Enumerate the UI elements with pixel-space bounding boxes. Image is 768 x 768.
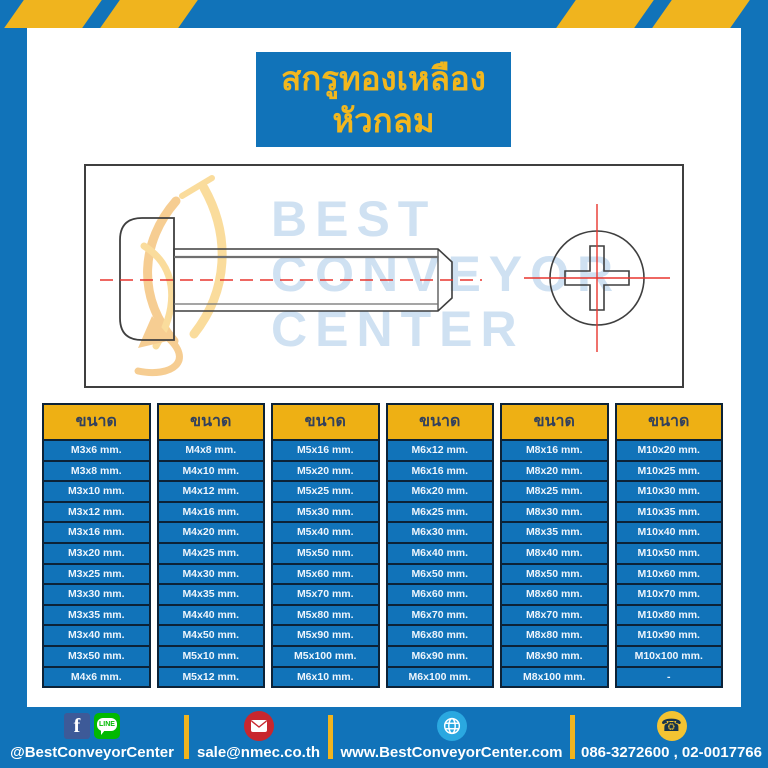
size-table-header: ขนาด xyxy=(615,403,724,441)
size-cell: M5x25 mm. xyxy=(271,480,380,503)
size-cell: M8x16 mm. xyxy=(500,439,609,462)
size-table xyxy=(500,403,609,688)
footer-phone xyxy=(575,707,768,768)
size-cell: M3x40 mm. xyxy=(42,624,151,647)
size-cell: M4x10 mm. xyxy=(157,460,266,483)
size-cell: M3x12 mm. xyxy=(42,501,151,524)
footer-website xyxy=(333,707,570,768)
hazard-stripe xyxy=(553,0,656,28)
website-text[interactable]: www.BestConveyorCenter.com xyxy=(340,744,563,761)
watermark-text: BEST CONVEYOR CENTER xyxy=(271,191,622,357)
size-cell: M6x100 mm. xyxy=(386,666,495,689)
size-table xyxy=(615,403,724,688)
size-cell: M3x20 mm. xyxy=(42,542,151,565)
size-cell: M5x30 mm. xyxy=(271,501,380,524)
size-table-header: ขนาด xyxy=(500,403,609,441)
size-cell: M8x40 mm. xyxy=(500,542,609,565)
size-cell: M6x12 mm. xyxy=(386,439,495,462)
size-cell: M3x25 mm. xyxy=(42,563,151,586)
technical-drawing xyxy=(84,164,684,388)
size-cell: M10x80 mm. xyxy=(615,604,724,627)
size-table xyxy=(157,403,266,688)
facebook-icon[interactable]: f xyxy=(64,713,90,739)
size-table xyxy=(271,403,380,688)
mail-icon[interactable] xyxy=(244,711,274,741)
size-cell: M6x60 mm. xyxy=(386,583,495,606)
size-cell: M8x30 mm. xyxy=(500,501,609,524)
size-cell: - xyxy=(615,666,724,689)
screw-drawing xyxy=(86,166,684,388)
phone-text[interactable]: 086-3272600 , 02-0017766 xyxy=(581,744,762,761)
size-cell: M8x25 mm. xyxy=(500,480,609,503)
size-cell: M10x60 mm. xyxy=(615,563,724,586)
size-table-header: ขนาด xyxy=(42,403,151,441)
size-cell: M3x50 mm. xyxy=(42,645,151,668)
size-cell: M8x35 mm. xyxy=(500,521,609,544)
size-cell: M5x50 mm. xyxy=(271,542,380,565)
size-cell: M10x50 mm. xyxy=(615,542,724,565)
footer-bar xyxy=(0,707,768,768)
hazard-stripe xyxy=(649,0,752,28)
globe-icon[interactable] xyxy=(437,711,467,741)
size-cell: M5x12 mm. xyxy=(157,666,266,689)
size-cell: M10x30 mm. xyxy=(615,480,724,503)
size-tables xyxy=(42,403,723,688)
phone-icon[interactable]: ☎ xyxy=(657,711,687,741)
product-title xyxy=(256,52,511,147)
size-cell: M3x8 mm. xyxy=(42,460,151,483)
size-cell: M8x80 mm. xyxy=(500,624,609,647)
footer-email xyxy=(189,707,328,768)
size-cell: M6x20 mm. xyxy=(386,480,495,503)
size-cell: M4x6 mm. xyxy=(42,666,151,689)
size-cell: M4x20 mm. xyxy=(157,521,266,544)
size-cell: M10x25 mm. xyxy=(615,460,724,483)
size-cell: M6x70 mm. xyxy=(386,604,495,627)
size-cell: M5x20 mm. xyxy=(271,460,380,483)
size-cell: M4x30 mm. xyxy=(157,563,266,586)
footer-social xyxy=(0,707,184,768)
hazard-stripe xyxy=(97,0,200,28)
size-cell: M8x70 mm. xyxy=(500,604,609,627)
size-cell: M5x10 mm. xyxy=(157,645,266,668)
size-cell: M5x60 mm. xyxy=(271,563,380,586)
size-cell: M3x16 mm. xyxy=(42,521,151,544)
hazard-stripe xyxy=(1,0,104,28)
size-cell: M8x20 mm. xyxy=(500,460,609,483)
size-cell: M8x100 mm. xyxy=(500,666,609,689)
size-cell: M4x50 mm. xyxy=(157,624,266,647)
size-cell: M6x90 mm. xyxy=(386,645,495,668)
size-table-header: ขนาด xyxy=(271,403,380,441)
product-title-line1: สกรูทองเหลือง xyxy=(281,59,486,97)
size-cell: M10x20 mm. xyxy=(615,439,724,462)
size-cell: M10x35 mm. xyxy=(615,501,724,524)
size-cell: M10x40 mm. xyxy=(615,521,724,544)
size-cell: M5x40 mm. xyxy=(271,521,380,544)
line-icon[interactable]: LINE xyxy=(94,713,120,739)
size-table xyxy=(386,403,495,688)
size-cell: M8x50 mm. xyxy=(500,563,609,586)
size-cell: M3x6 mm. xyxy=(42,439,151,462)
size-cell: M6x80 mm. xyxy=(386,624,495,647)
size-cell: M8x90 mm. xyxy=(500,645,609,668)
size-cell: M4x40 mm. xyxy=(157,604,266,627)
size-cell: M3x30 mm. xyxy=(42,583,151,606)
size-cell: M6x25 mm. xyxy=(386,501,495,524)
size-cell: M10x70 mm. xyxy=(615,583,724,606)
email-text[interactable]: sale@nmec.co.th xyxy=(196,744,320,761)
size-cell: M4x16 mm. xyxy=(157,501,266,524)
size-table-header: ขนาด xyxy=(386,403,495,441)
size-cell: M6x16 mm. xyxy=(386,460,495,483)
size-cell: M6x30 mm. xyxy=(386,521,495,544)
size-cell: M5x80 mm. xyxy=(271,604,380,627)
size-cell: M4x25 mm. xyxy=(157,542,266,565)
screw-head-outline xyxy=(120,218,174,340)
size-cell: M6x10 mm. xyxy=(271,666,380,689)
size-cell: M5x16 mm. xyxy=(271,439,380,462)
size-cell: M3x35 mm. xyxy=(42,604,151,627)
size-cell: M3x10 mm. xyxy=(42,480,151,503)
size-table xyxy=(42,403,151,688)
size-cell: M8x60 mm. xyxy=(500,583,609,606)
size-cell: M5x90 mm. xyxy=(271,624,380,647)
size-cell: M10x100 mm. xyxy=(615,645,724,668)
social-handle[interactable]: @BestConveyorCenter xyxy=(10,744,174,761)
size-cell: M4x12 mm. xyxy=(157,480,266,503)
size-cell: M5x70 mm. xyxy=(271,583,380,606)
size-cell: M6x50 mm. xyxy=(386,563,495,586)
hazard-top-bar xyxy=(0,0,768,28)
size-cell: M10x90 mm. xyxy=(615,624,724,647)
size-table-header: ขนาด xyxy=(157,403,266,441)
size-cell: M5x100 mm. xyxy=(271,645,380,668)
size-cell: M4x35 mm. xyxy=(157,583,266,606)
product-title-line2: หัวกลม xyxy=(332,101,435,139)
size-cell: M4x8 mm. xyxy=(157,439,266,462)
size-cell: M6x40 mm. xyxy=(386,542,495,565)
